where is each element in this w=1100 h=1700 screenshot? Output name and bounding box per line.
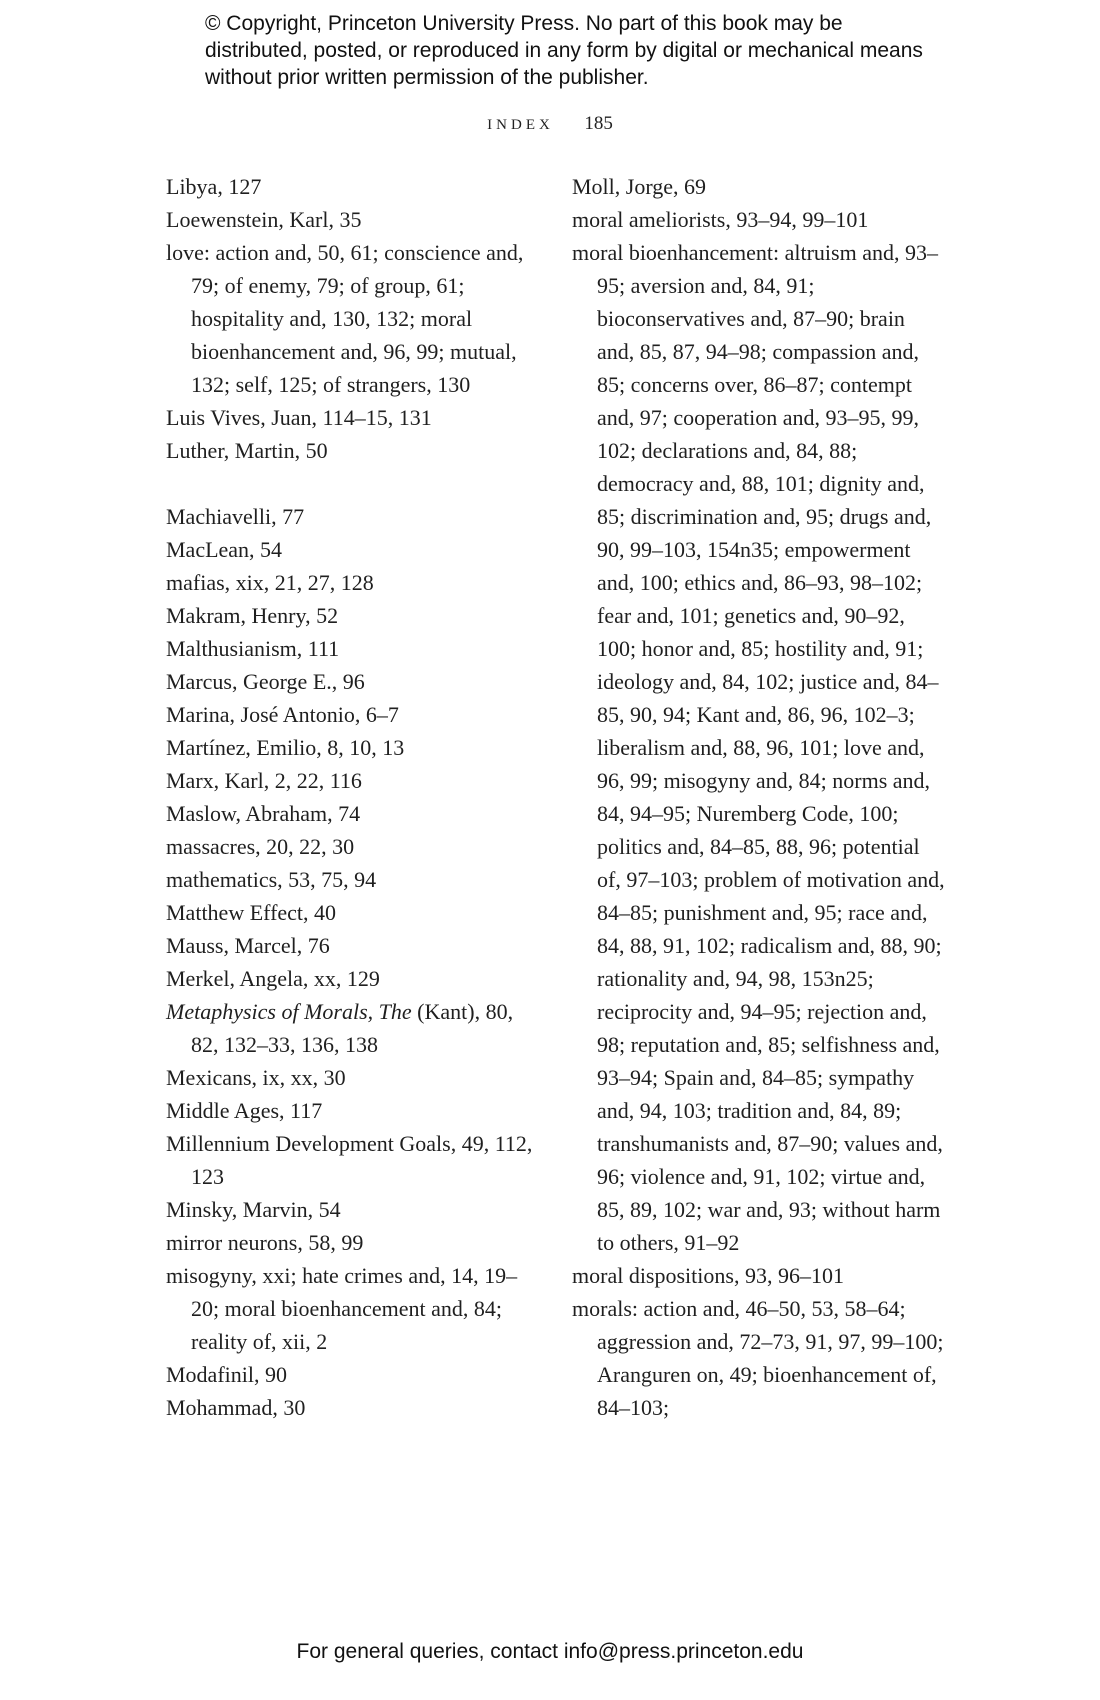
index-entry: moral dispositions, 93, 96–101 xyxy=(572,1263,844,1288)
index-entry-metaphysics xyxy=(166,995,541,1061)
index-entry: Luis Vives, Juan, 114–15, 131 xyxy=(166,405,432,430)
index-entry: Loewenstein, Karl, 35 xyxy=(166,207,362,232)
index-entry: Maslow, Abraham, 74 xyxy=(166,801,361,826)
index-entry: Matthew Effect, 40 xyxy=(166,900,337,925)
index-entry: Makram, Henry, 52 xyxy=(166,603,339,628)
section-title: INDEX xyxy=(487,117,554,133)
index-entry: misogyny, xxi; hate crimes and, 14, 19–20; moral bioenhancement and, 84; reality of, xii, 2 xyxy=(166,1263,518,1354)
index-entry: Marcus, George E., 96 xyxy=(166,669,365,694)
index-entry: massacres, 20, 22, 30 xyxy=(166,834,355,859)
index-entry: Minsky, Marvin, 54 xyxy=(166,1197,341,1222)
index-entry: Libya, 127 xyxy=(166,174,262,199)
index-entry: mathematics, 53, 75, 94 xyxy=(166,867,377,892)
book-title: Metaphysics of Morals, The xyxy=(166,999,412,1024)
index-entry: Mohammad, 30 xyxy=(166,1395,306,1420)
index-entry: Modafinil, 90 xyxy=(166,1362,287,1387)
index-entry: Luther, Martin, 50 xyxy=(166,438,328,463)
page-number: 185 xyxy=(584,113,613,134)
index-entry: Mauss, Marcel, 76 xyxy=(166,933,330,958)
index-column-left xyxy=(166,170,541,1424)
index-entry: MacLean, 54 xyxy=(166,537,283,562)
letter-group-gap xyxy=(166,467,541,500)
book-title-locators: (Kant), 80, 82, 132–33, 136, 138 xyxy=(191,999,514,1057)
index-entry: mirror neurons, 58, 99 xyxy=(166,1230,364,1255)
index-entry: Malthusianism, 111 xyxy=(166,636,340,661)
index-entry: morals: action and, 46–50, 53, 58–64; aggression and, 72–73, 91, 97, 99–100; Aranguren on, 49; bioenhancement of, 84–103; xyxy=(572,1296,944,1420)
index-entry: Marx, Karl, 2, 22, 116 xyxy=(166,768,362,793)
index-entry: Middle Ages, 117 xyxy=(166,1098,323,1123)
index-entry: Machiavelli, 77 xyxy=(166,504,305,529)
index-entry: Merkel, Angela, xx, 129 xyxy=(166,966,380,991)
index-entry: Marina, José Antonio, 6–7 xyxy=(166,702,399,727)
index-entry: Millennium Development Goals, 49, 112, 123 xyxy=(166,1131,533,1189)
footer-contact: For general queries, contact info@press.princeton.edu xyxy=(296,1640,804,1663)
index-entry: Moll, Jorge, 69 xyxy=(572,174,707,199)
running-head xyxy=(0,113,1100,135)
index-entry: mafias, xix, 21, 27, 128 xyxy=(166,570,374,595)
copyright-notice: © Copyright, Princeton University Press. No part of this book may be distributed, posted, or reproduced in any form by digital or mechanical means without prior written permission of the publisher. xyxy=(205,12,923,89)
index-entry: Mexicans, ix, xx, 30 xyxy=(166,1065,346,1090)
index-entry: love: action and, 50, 61; conscience and, 79; of enemy, 79; of group, 61; hospitality and, 130, 132; moral bioenhancement and, 96, 99; mutual, 132; self, 125; of strangers, 130 xyxy=(166,240,524,397)
index-entry: moral ameliorists, 93–94, 99–101 xyxy=(572,207,869,232)
index-entry: Martínez, Emilio, 8, 10, 13 xyxy=(166,735,405,760)
index-column-right xyxy=(572,170,947,1424)
index-entry: moral bioenhancement: altruism and, 93–95; aversion and, 84, 91; bioconservatives and, 87–90; brain and, 85, 87, 94–98; compassion and, 85; concerns over, 86–87; contempt and, 97; cooperation and, 93–95, 99, 102; declarations and, 84, 88; democracy and, 88, 101; dignity and, 85; discrimination and, 95; drugs and, 90, 99–103, 154n35; empowerment and, 100; ethics and, 86–93, 98–102; fear and, 101; genetics and, 90–92, 100; honor and, 85; hostility and, 91; ideology and, 84, 102; justice and, 84–85, 90, 94; Kant and, 86, 96, 102–3; liberalism and, 88, 96, 101; love and, 96, 99; misogyny and, 84; norms and, 84, 94–95; Nuremberg Code, 100; politics and, 84–85, 88, 96; potential of, 97–103; problem of motivation and, 84–85; punishment and, 95; race and, 84, 88, 91, 102; radicalism and, 88, 90; rationality and, 94, 98, 153n25; reciprocity and, 94–95; rejection and, 98; reputation and, 85; selfishness and, 93–94; Spain and, 84–85; sympathy and, 94, 103; tradition and, 84, 89; transhumanists and, 87–90; values and, 96; violence and, 91, 102; virtue and, 85, 89, 102; war and, 93; without harm to others, 91–92 xyxy=(572,240,945,1255)
